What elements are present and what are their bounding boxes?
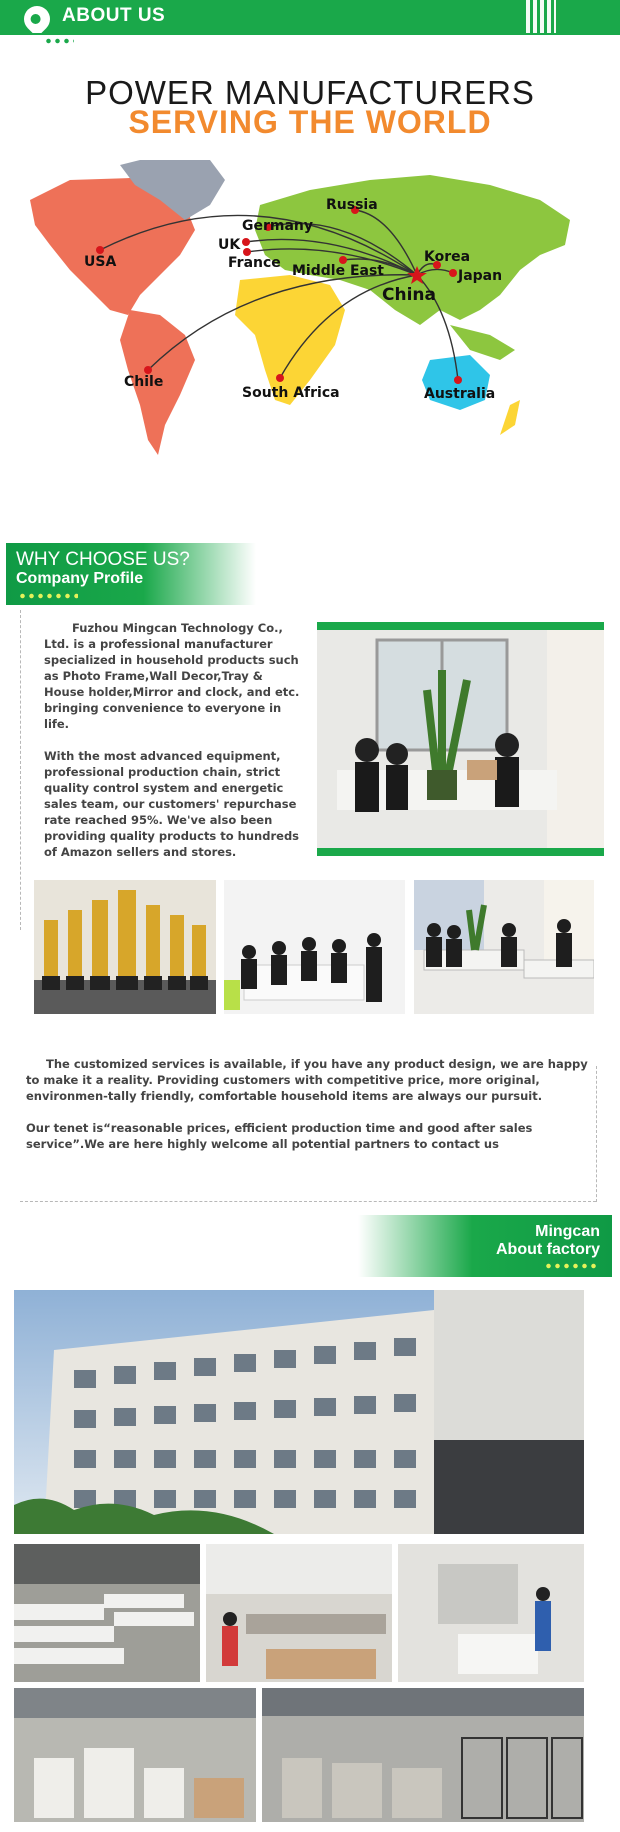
service-paragraph-1: The customized services is available, if you have any product design, we are happy to make it a reality. Providing customers with competitive price, more original, environmen-tally friendly, comfortable household items are always our pursuit. [26, 1057, 588, 1103]
header-stripes [526, 0, 556, 33]
workshop-photo-2 [206, 1544, 392, 1682]
world-map [10, 160, 610, 520]
header-title: ABOUT US [62, 5, 166, 26]
city-russia: Russia [326, 197, 378, 213]
banner-dots [18, 593, 78, 599]
profile-paragraph-2: With the most advanced equipment, professional production chain, strict quality control system and energetic sales team, our customers' repurchase rate reached 95%. We've also been providing quality products to hundreds of Amazon sellers and stores. [44, 749, 300, 859]
profile-paragraph-1: Fuzhou Mingcan Technology Co., Ltd. is a professional manufacturer specialized in household products such as Photo Frame,Wall Decor,Tray & House holder,Mirror and clock, and etc. bringing convenience to everyone in life. [44, 621, 300, 731]
chevron-down-icon [19, 1, 56, 38]
city-germany: Germany [242, 218, 314, 234]
factory-building-photo [14, 1290, 584, 1534]
header-bar [0, 0, 620, 33]
new-zealand-shape [500, 400, 520, 435]
city-uk: UK [218, 237, 241, 253]
trophy-display-photo [34, 880, 216, 1014]
office-desk-photo [414, 880, 594, 1014]
header-underline [0, 33, 620, 35]
city-chile: Chile [124, 374, 164, 390]
city-middle-east: Middle East [292, 263, 384, 279]
why-choose-us-banner [6, 543, 256, 605]
headline-line1: POWER MANUFACTURERS [85, 74, 535, 111]
city-korea: Korea [424, 249, 471, 265]
custom-service-text [26, 1056, 596, 1152]
company-profile-text [44, 620, 302, 860]
dashed-divider-right [596, 1066, 597, 1202]
office-photo [317, 622, 604, 856]
dashed-divider-left [20, 610, 21, 930]
city-south-africa: South Africa [242, 385, 340, 401]
factory-banner-title: About factory [496, 1241, 600, 1258]
city-japan: Japan [458, 268, 503, 284]
headline-line2: SERVING THE WORLD [128, 104, 492, 140]
city-australia: Australia [424, 386, 496, 402]
warehouse-photo-2 [262, 1688, 584, 1822]
dashed-divider-bottom [20, 1201, 596, 1202]
meeting-room-photo [224, 880, 405, 1014]
warehouse-photo-1 [14, 1688, 256, 1822]
banner-dots [544, 1263, 600, 1269]
city-usa: USA [84, 254, 117, 270]
city-china: China [382, 285, 436, 305]
southeast-asia-shape [450, 325, 515, 360]
company-profile-subtitle: Company Profile [16, 570, 144, 587]
about-factory-banner [358, 1215, 612, 1277]
factory-banner-brand: Mingcan [535, 1223, 600, 1240]
workshop-photo-3 [398, 1544, 584, 1682]
city-france: France [228, 255, 281, 271]
header-dots [44, 38, 74, 44]
why-choose-us-title: WHY CHOOSE US? [16, 549, 190, 570]
workshop-photo-1 [14, 1544, 200, 1682]
service-paragraph-2: Our tenet is“reasonable prices, efficient production time and good after sales service”.We are here highly welcome all potential partners to contact us [26, 1121, 533, 1151]
